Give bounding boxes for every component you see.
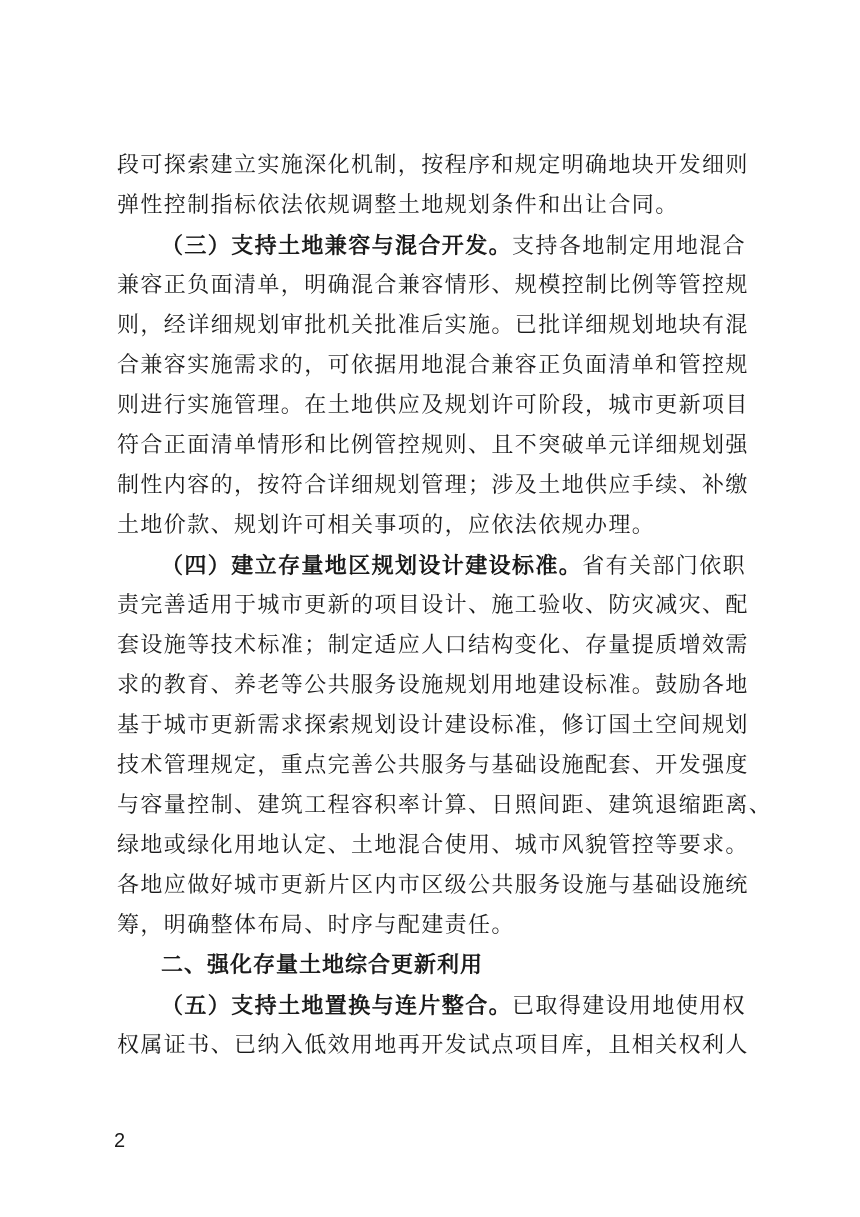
text-line: 基于城市更新需求探索规划设计建设标准，修订国土空间规划 xyxy=(117,713,749,738)
text-line: 绿地或绿化用地认定、土地混合使用、城市风貌管控等要求。 xyxy=(117,833,749,858)
text-line: 符合正面清单情形和比例管控规则、且不突破单元详细规划强 xyxy=(117,433,749,458)
body-text xyxy=(117,146,773,1066)
paragraph-heading: （三）支持土地兼容与混合开发。 xyxy=(161,233,513,259)
paragraph-first-line xyxy=(117,546,767,586)
page-number: 2 xyxy=(114,1130,126,1152)
text-run: 省有关部门依职 xyxy=(582,554,747,579)
text-line: 求的教育、养老等公共服务设施规划用地建设标准。鼓励各地 xyxy=(117,673,749,698)
text-line: 则，经详细规划审批机关批准后实施。已批详细规划地块有混 xyxy=(117,313,749,338)
paragraph-first-line xyxy=(117,226,767,266)
section-title: 二、强化存量土地综合更新利用 xyxy=(161,953,484,978)
paragraph-heading: （四）建立存量地区规划设计建设标准。 xyxy=(161,553,583,579)
text-run: 支持各地制定用地混合 xyxy=(512,234,747,259)
text-line: 则进行实施管理。在土地供应及规划许可阶段，城市更新项目 xyxy=(117,393,749,418)
text-line: 技术管理规定，重点完善公共服务与基础设施配套、开发强度 xyxy=(117,753,749,778)
text-line: 弹性控制指标依法依规调整土地规划条件和出让合同。 xyxy=(117,193,679,218)
text-line: 与容量控制、建筑工程容积率计算、日照间距、建筑退缩距离、 xyxy=(117,793,773,818)
text-line: 兼容正负面清单，明确混合兼容情形、规模控制比例等管控规 xyxy=(117,273,749,298)
text-line: 段可探索建立实施深化机制，按程序和规定明确地块开发细则 xyxy=(117,153,749,178)
text-line: 各地应做好城市更新片区内市区级公共服务设施与基础设施统 xyxy=(117,873,749,898)
text-line: 责完善适用于城市更新的项目设计、施工验收、防灾减灾、配 xyxy=(117,593,749,618)
paragraph-heading: （五）支持土地置换与连片整合。 xyxy=(161,993,513,1019)
text-run: 已取得建设用地使用权 xyxy=(512,994,747,1019)
text-line: 合兼容实施需求的，可依据用地混合兼容正负面清单和管控规 xyxy=(117,353,749,378)
text-line: 制性内容的，按符合详细规划管理；涉及土地供应手续、补缴 xyxy=(117,473,749,498)
text-line: 筹，明确整体布局、时序与配建责任。 xyxy=(117,913,515,938)
text-line: 土地价款、规划许可相关事项的，应依法依规办理。 xyxy=(117,513,656,538)
text-line: 权属证书、已纳入低效用地再开发试点项目库，且相关权利人 xyxy=(117,1033,749,1058)
text-line: 套设施等技术标准；制定适应人口结构变化、存量提质增效需 xyxy=(117,633,749,658)
paragraph-first-line xyxy=(117,986,767,1026)
